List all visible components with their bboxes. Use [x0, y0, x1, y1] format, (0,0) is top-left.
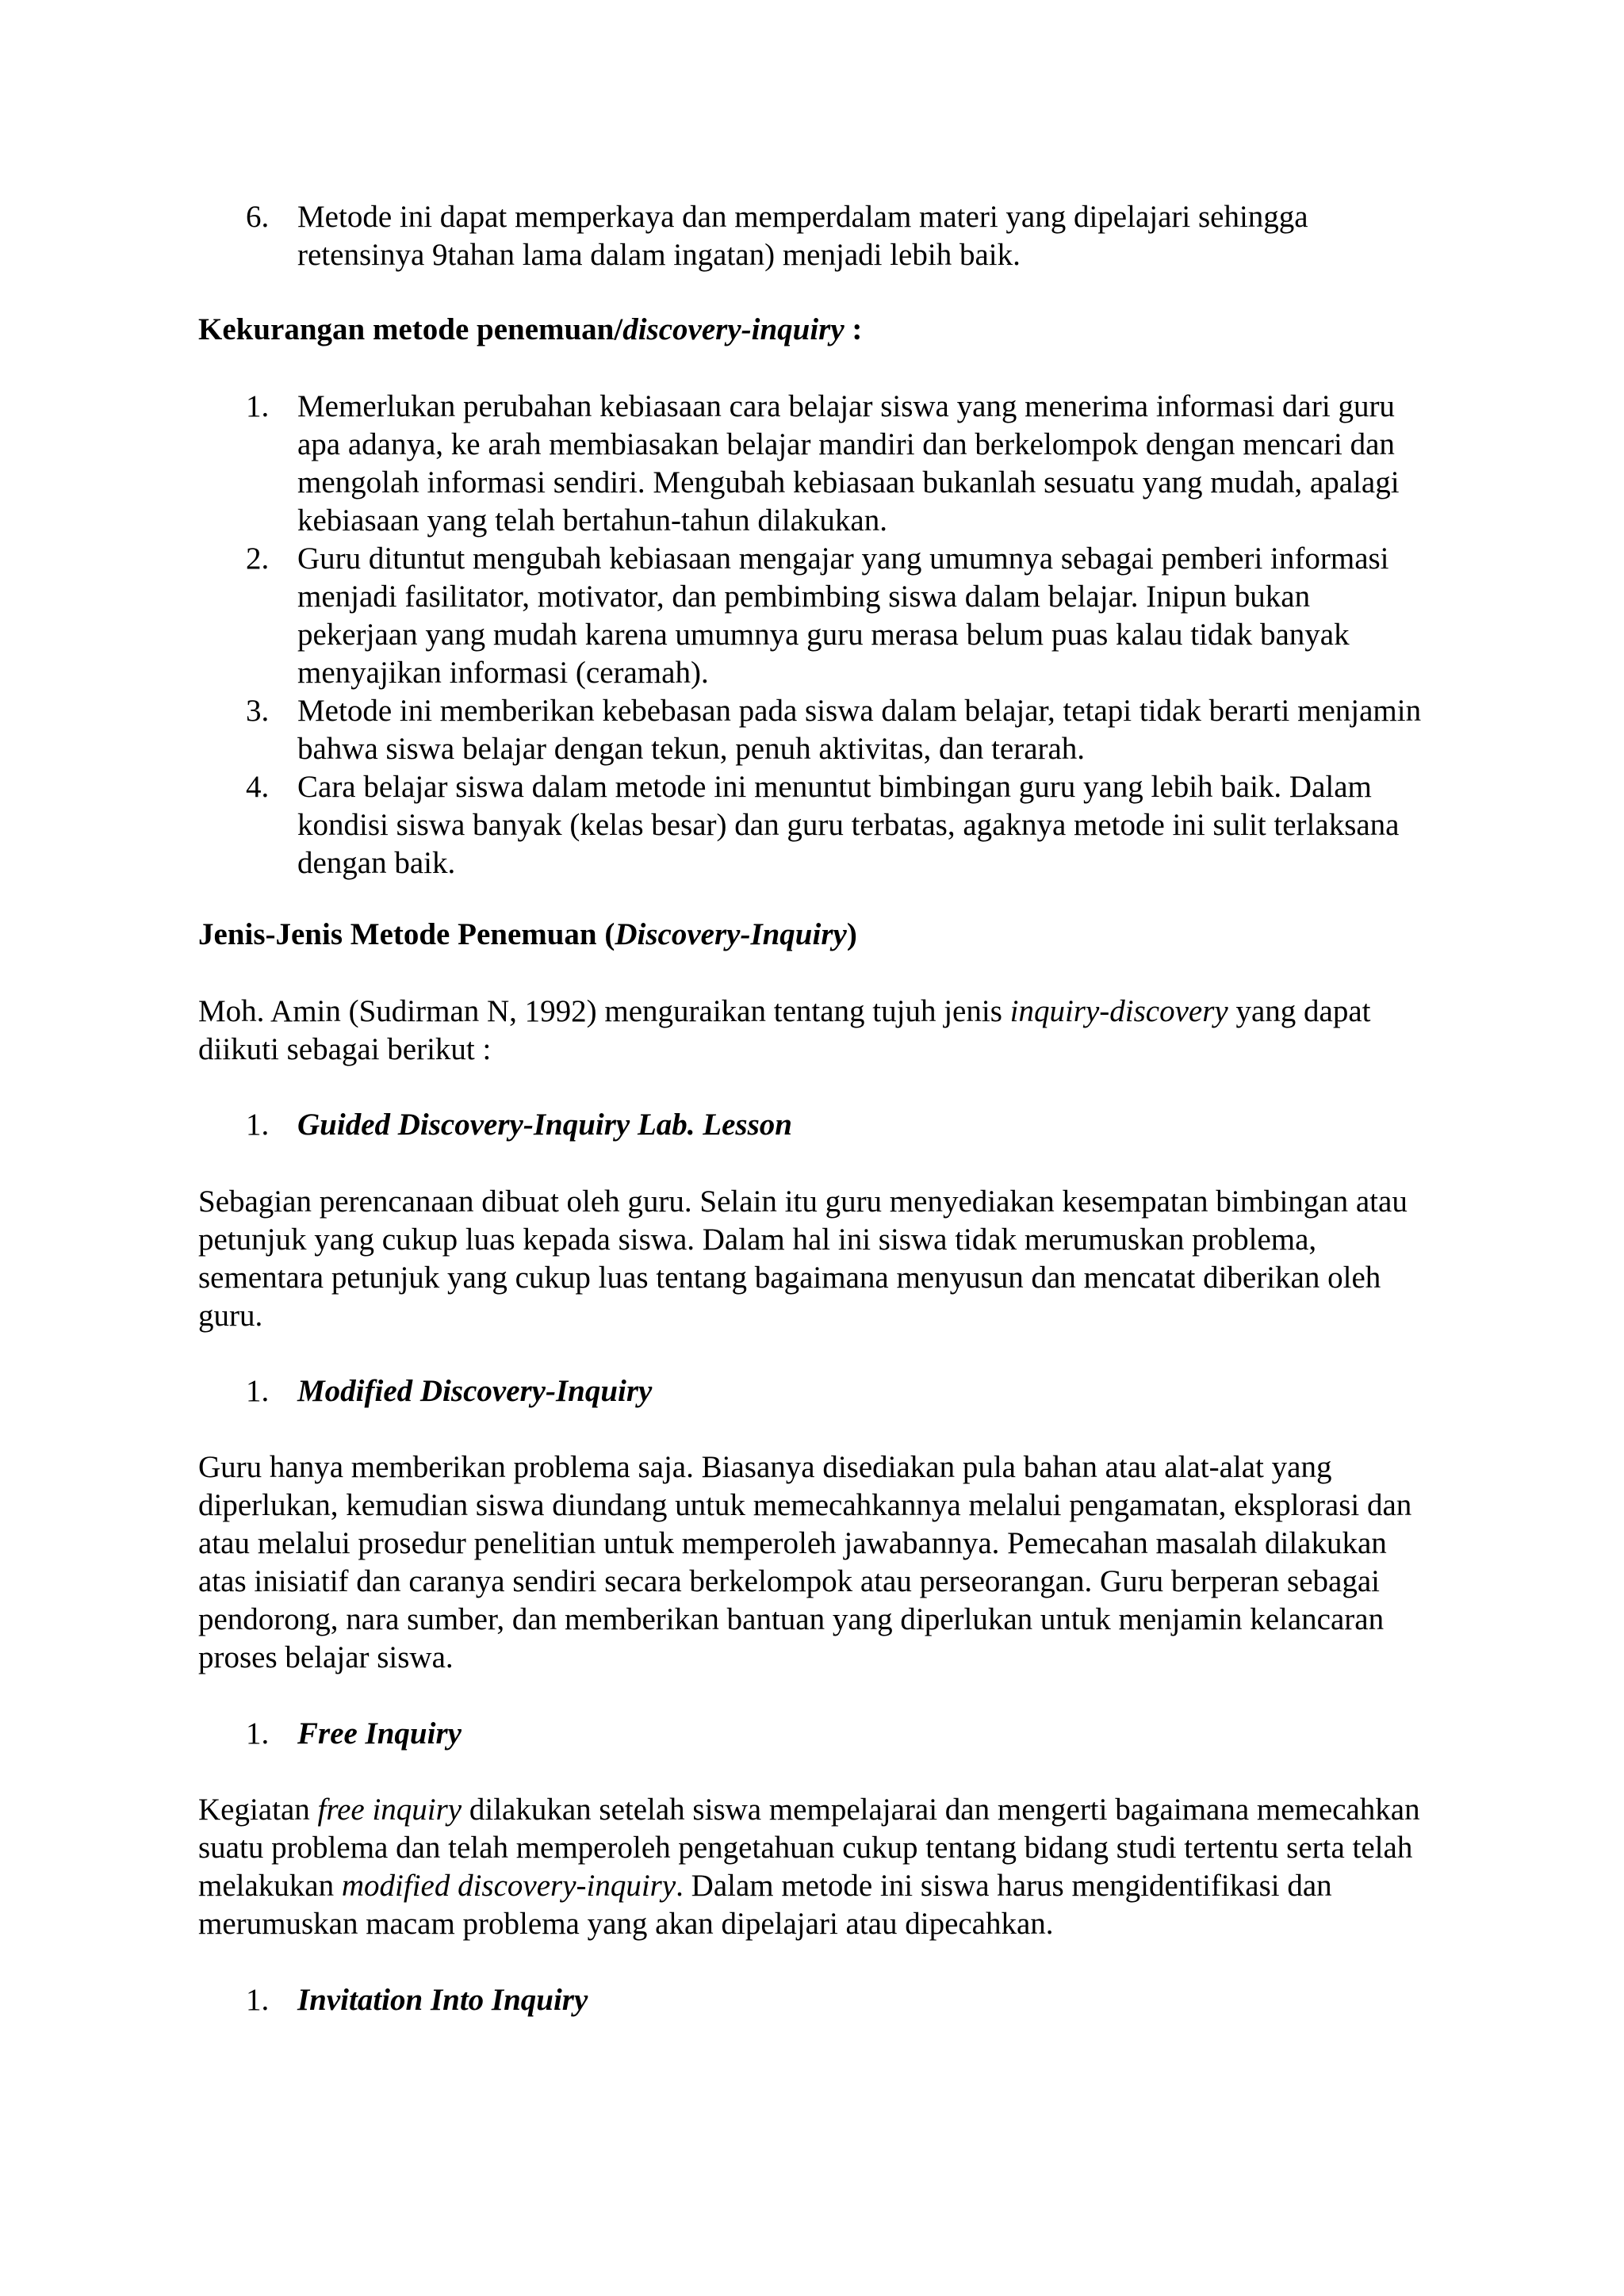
- kekurangan-list: [198, 388, 1435, 882]
- list-item: 1. Memerlukan perubahan kebiasaan cara belajar siswa yang menerima informasi dari guru apa adanya, ke arah membiasakan belajar mandiri dan berkelompok dengan mencari dan mengolah informasi sendiri. Mengubah kebiasaan bukanlah sesuatu yang mudah, apalagi kebiasaan yang telah bertahun-tahun dilakukan.: [246, 389, 1400, 538]
- section-title-guided: 1. Guided Discovery-Inquiry Lab. Lesson: [246, 1108, 792, 1142]
- intro-paragraph: Moh. Amin (Sudirman N, 1992) menguraikan tentang tujuh jenis inquiry-discovery yang dapat diikuti sebagai berikut :: [198, 994, 1371, 1066]
- section-title-modified: 1. Modified Discovery-Inquiry: [246, 1374, 653, 1408]
- section-body-guided: Sebagian perencanaan dibuat oleh guru. Selain itu guru menyediakan kesempatan bimbingan atau petunjuk yang cukup luas kepada siswa. Dalam hal ini siswa tidak merumuskan problema, sementara petunjuk yang cukup luas tentang bagaimana menyusun dan mencatat diberikan oleh guru.: [198, 1184, 1408, 1333]
- kekurangan-heading: Kekurangan metode penemuan/discovery-inquiry :: [198, 312, 863, 346]
- section-body-modified: Guru hanya memberikan problema saja. Biasanya disediakan pula bahan atau alat-alat yang diperlukan, kemudian siswa diundang untuk memecahkannya melalui pengamatan, eksplorasi dan atau melalui prosedur penelitian untuk memperoleh jawabannya. Pemecahan masalah dilakukan atas inisiatif dan caranya sendiri secara berkelompok atau perseorangan. Guru berperan sebagai pendorong, nara sumber, dan memberikan bantuan yang diperlukan untuk menjamin kelancaran proses belajar siswa.: [198, 1450, 1412, 1674]
- section-title-free-inquiry: 1. Free Inquiry: [246, 1716, 462, 1751]
- list-text: Metode ini dapat memperkaya dan memperdalam materi yang dipelajari sehingga retensinya 9tahan lama dalam ingatan) menjadi lebih baik.: [297, 200, 1308, 272]
- list-item: 4. Cara belajar siswa dalam metode ini menuntut bimbingan guru yang lebih baik. Dalam kondisi siswa banyak (kelas besar) dan guru terbatas, agaknya metode ini sulit terlaksana dengan baik.: [246, 770, 1400, 880]
- list-item: 3. Metode ini memberikan kebebasan pada siswa dalam belajar, tetapi tidak berarti menjamin bahwa siswa belajar dengan tekun, penuh aktivitas, dan terarah.: [246, 694, 1422, 766]
- jenis-heading: Jenis-Jenis Metode Penemuan (Discovery-Inquiry): [198, 917, 857, 951]
- list-item-6: [198, 198, 1435, 274]
- section-body-free-inquiry: Kegiatan free inquiry dilakukan setelah siswa mempelajarai dan mengerti bagaimana memecahkan suatu problema dan telah memperoleh pengetahuan cukup tentang bidang studi tertentu serta telah melakukan modified discovery-inquiry. Dalam metode ini siswa harus mengidentifikasi dan merumuskan macam problema yang akan dipelajari atau dipecahkan.: [198, 1793, 1420, 1941]
- list-item: 2. Guru dituntut mengubah kebiasaan mengajar yang umumnya sebagai pemberi informasi menjadi fasilitator, motivator, dan pembimbing siswa dalam belajar. Inipun bukan pekerjaan yang mudah karena umumnya guru merasa belum puas kalau tidak banyak menyajikan informasi (ceramah).: [246, 541, 1389, 690]
- list-number: 6.: [246, 200, 270, 234]
- section-title-invitation: 1. Invitation Into Inquiry: [246, 1983, 588, 2017]
